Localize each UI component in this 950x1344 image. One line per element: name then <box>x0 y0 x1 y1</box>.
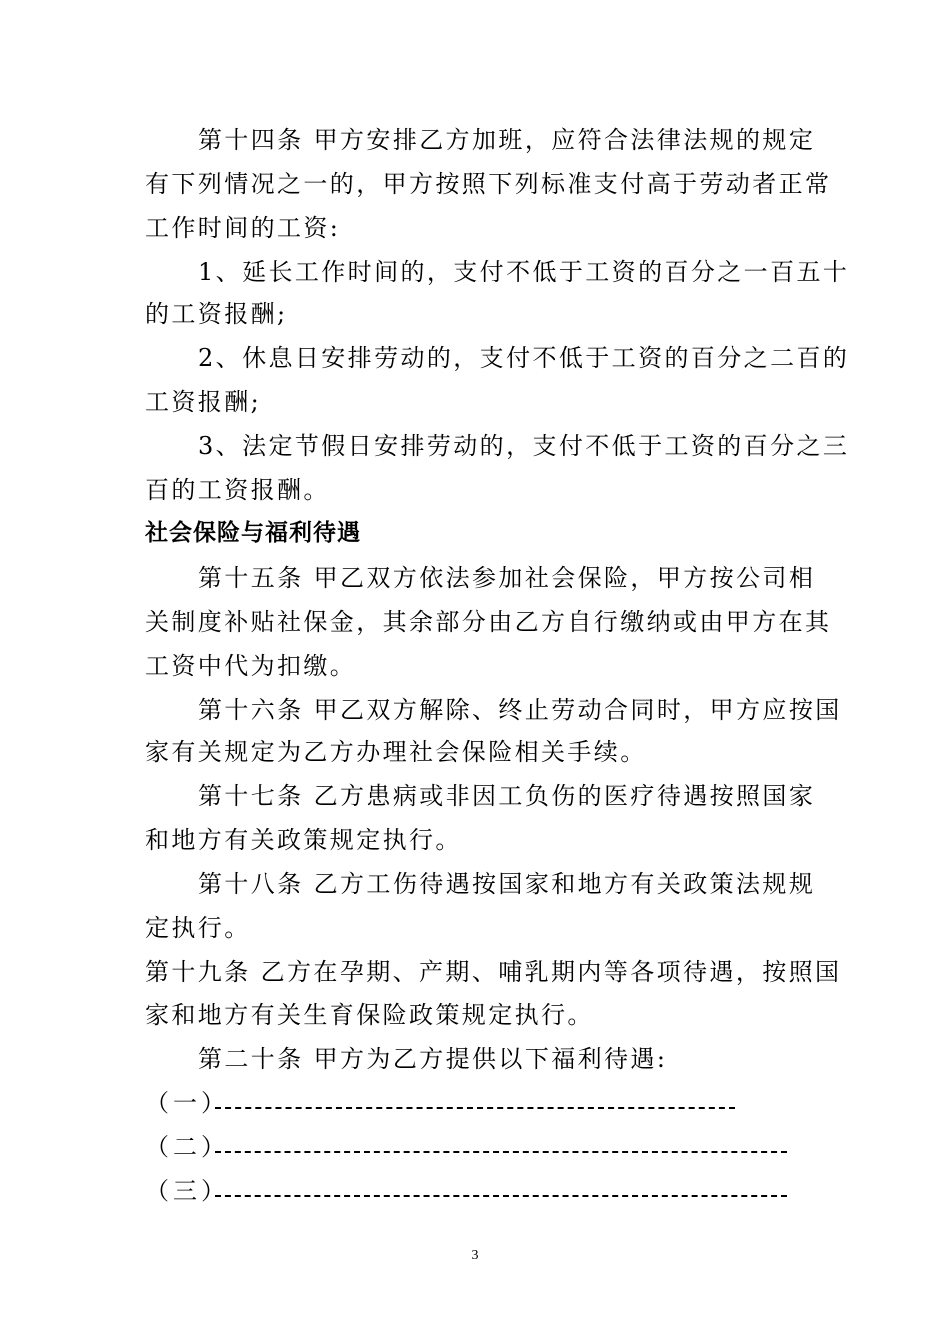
article-20-line: 第二十条 甲方为乙方提供以下福利待遇: <box>198 1045 668 1073</box>
article-15-line-1: 第十五条 甲乙双方依法参加社会保险，甲方按公司相 <box>198 564 816 592</box>
fill-in-blank[interactable] <box>215 1195 787 1197</box>
article-14-item-2-line-1: 2、休息日安排劳动的，支付不低于工资的百分之二百的 <box>198 344 850 372</box>
article-16-line-2: 家有关规定为乙方办理社会保险相关手续。 <box>145 738 647 766</box>
article-17-line-2: 和地方有关政策规定执行。 <box>145 826 462 854</box>
article-17-line-1: 第十七条 乙方患病或非因工负伤的医疗待遇按照国家 <box>198 782 816 810</box>
benefit-blank-2 <box>145 1131 787 1163</box>
fill-in-blank[interactable] <box>215 1151 787 1153</box>
article-14-item-1-line-1: 1、延长工作时间的，支付不低于工资的百分之一百五十 <box>198 258 850 286</box>
article-14-item-3-line-2: 百的工资报酬。 <box>145 476 330 504</box>
article-19-line-1: 第十九条 乙方在孕期、产期、哺乳期内等各项待遇，按照国 <box>145 958 842 986</box>
benefit-blank-label: （三） <box>145 1177 229 1205</box>
benefit-blank-3 <box>145 1175 787 1207</box>
article-14-line-1: 第十四条 甲方安排乙方加班，应符合法律法规的规定 <box>198 126 816 154</box>
article-19-line-2: 家和地方有关生育保险政策规定执行。 <box>145 1001 594 1029</box>
article-14-item-3-line-1: 3、法定节假日安排劳动的，支付不低于工资的百分之三 <box>198 432 850 460</box>
article-14-line-2: 有下列情况之一的，甲方按照下列标准支付高于劳动者正常 <box>145 170 832 198</box>
article-15-line-3: 工资中代为扣缴。 <box>145 652 357 680</box>
article-18-line-2: 定执行。 <box>145 914 251 942</box>
benefit-blank-1 <box>145 1087 735 1119</box>
article-14-item-1-line-2: 的工资报酬; <box>145 300 288 328</box>
article-15-line-2: 关制度补贴社保金，其余部分由乙方自行缴纳或由甲方在其 <box>145 608 832 636</box>
benefit-blank-label: （一） <box>145 1089 229 1117</box>
article-14-line-3: 工作时间的工资: <box>145 214 341 242</box>
article-16-line-1: 第十六条 甲乙双方解除、终止劳动合同时，甲方应按国 <box>198 696 842 724</box>
section-heading: 社会保险与福利待遇 <box>145 520 361 546</box>
page-number: 3 <box>471 1248 479 1263</box>
fill-in-blank[interactable] <box>215 1107 735 1109</box>
benefit-blank-label: （二） <box>145 1133 229 1161</box>
article-14-item-2-line-2: 工资报酬; <box>145 388 262 416</box>
article-18-line-1: 第十八条 乙方工伤待遇按国家和地方有关政策法规规 <box>198 870 816 898</box>
